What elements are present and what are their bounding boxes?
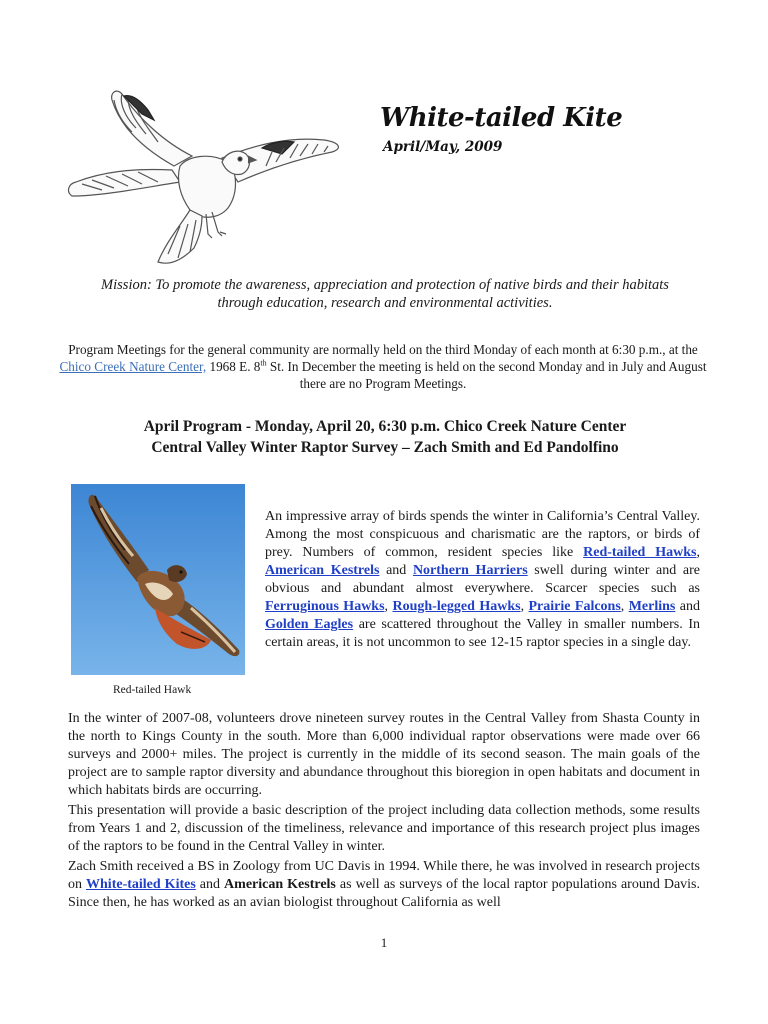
red-tailed-hawks-link[interactable]: Red-tailed Hawks xyxy=(583,545,697,560)
northern-harriers-link[interactable]: Northern Harriers xyxy=(412,563,528,578)
issue-date: April/May, 2009 xyxy=(383,139,503,155)
ferruginous-hawks-link[interactable]: Ferruginous Hawks xyxy=(265,599,385,614)
intro-text: An impressive array of birds spends the winter in California’s Central Valley. Among the most conspicuous and charismatic are the raptors, or birds of prey. Numbers of common, resident species like xyxy=(265,509,700,560)
white-tailed-kites-link[interactable]: White-tailed Kites xyxy=(86,877,196,892)
meetings-text-rest: St. In December the meeting is held on the second Monday and in July and August there are no Program Meetings. xyxy=(266,359,707,391)
intro-text: swell during winter and are obvious and abundant almost everywhere. Scarcer species such as xyxy=(265,563,700,596)
meetings-info xyxy=(58,341,708,392)
merlins-link[interactable]: Merlins xyxy=(628,599,676,614)
bio-text: Zach Smith received a BS in Zoology from UC Davis in 1994. While there, he was involved in research projects on xyxy=(68,859,700,892)
intro-text: , xyxy=(384,599,393,614)
program-title-line: Central Valley Winter Raptor Survey – Zach Smith and Ed Pandolfino xyxy=(151,439,619,456)
mission-statement: Mission: To promote the awareness, appreciation and protection of native birds and their habitats through education, research and environmental activities. xyxy=(101,277,669,311)
chico-creek-nature-center-link[interactable]: Chico Creek Nature Center, xyxy=(59,359,207,374)
survey-paragraph: In the winter of 2007-08, volunteers drove nineteen survey routes in the Central Valley from Shasta County in the north to Kings County in the south. More than 6,000 individual raptor observations were made over 66 surveys and 2000+ miles. The project is currently in the middle of its second season. The main goals of the project are to sample raptor diversity and abundance throughout this bioregion in open habitats and document in which habitats birds are occurring. xyxy=(68,711,700,798)
american-kestrels-bold: American Kestrels xyxy=(224,877,336,892)
rough-legged-hawks-link[interactable]: Rough-legged Hawks xyxy=(392,599,521,614)
program-heading xyxy=(60,416,710,458)
intro-text: , xyxy=(620,599,629,614)
white-tailed-kite-logo xyxy=(62,86,348,272)
page-number: 1 xyxy=(380,935,388,950)
intro-text: and xyxy=(379,563,413,578)
meetings-text-intro: Program Meetings for the general community are normally held on the third Monday of each month at 6:30 p.m., at the xyxy=(68,342,698,357)
intro-text: , xyxy=(520,599,529,614)
raptor-intro-paragraph xyxy=(265,508,700,652)
meetings-address: 1968 E. 8 xyxy=(206,359,261,374)
red-tailed-hawk-photo xyxy=(71,484,245,675)
intro-text: are scattered throughout the Valley in smaller numbers. In certain areas, it is not uncommon to see 12-15 raptor species in a single day. xyxy=(265,617,700,650)
intro-text: , xyxy=(696,545,700,560)
golden-eagles-link[interactable]: Golden Eagles xyxy=(265,617,354,632)
american-kestrels-link[interactable]: American Kestrels xyxy=(265,563,380,578)
program-date-line: April Program - Monday, April 20, 6:30 p.m. Chico Creek Nature Center xyxy=(143,418,627,435)
intro-text: and xyxy=(675,599,701,614)
bio-text: and xyxy=(195,877,225,892)
speaker-bio-paragraph xyxy=(68,858,700,912)
photo-caption: Red-tailed Hawk xyxy=(113,684,192,696)
prairie-falcons-link[interactable]: Prairie Falcons xyxy=(528,599,621,614)
newsletter-title: White-tailed Kite xyxy=(380,103,623,133)
presentation-paragraph: This presentation will provide a basic description of the project including data collection methods, some results from Years 1 and 2, discussion of the timeliness, relevance and importance of this research project plus images of the raptors to be found in the Central Valley in winter. xyxy=(68,803,700,854)
bio-text: as well as surveys of the local raptor populations around Davis. Since then, he has worked as an avian biologist throughout California as well xyxy=(68,877,700,910)
ordinal-suffix: th xyxy=(260,358,267,368)
